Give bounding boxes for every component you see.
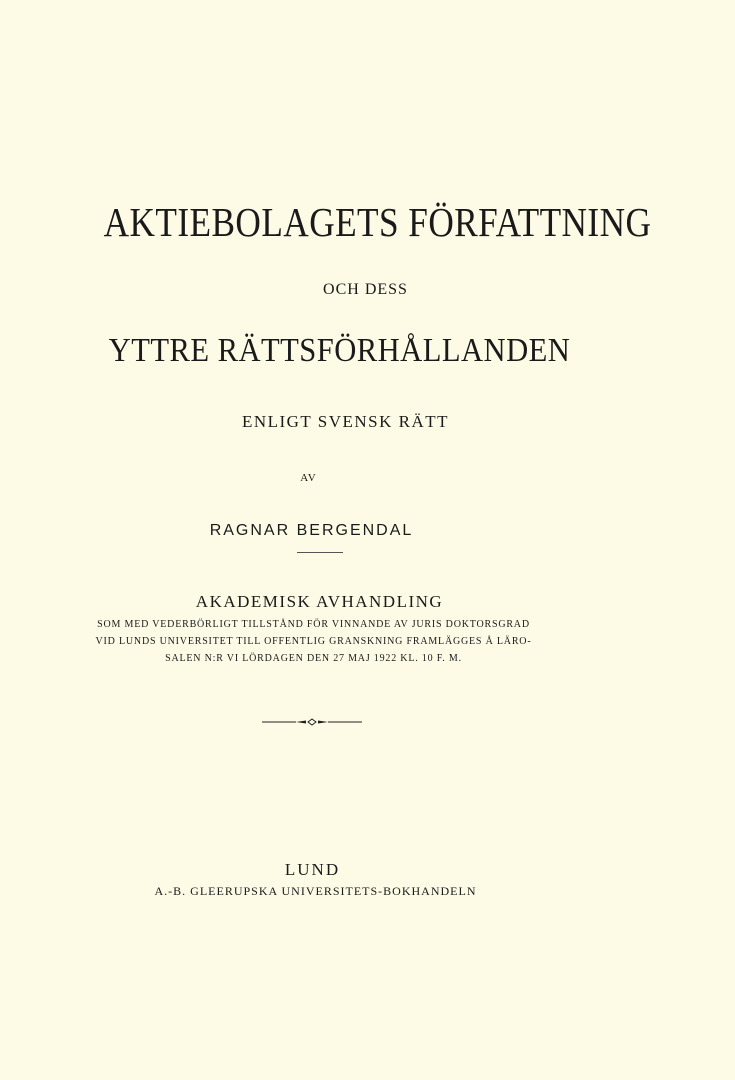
dissertation-heading: AKADEMISK AVHANDLING (195, 592, 444, 611)
ornament-divider-icon (262, 716, 362, 728)
sub-title: YTTRE RÄTTSFÖRHÅLLANDEN (108, 332, 571, 369)
dissertation-line: VID LUNDS UNIVERSITET TILL OFFENTLIG GRANSKNING FRAMLÄGGES Å LÄRO- (95, 636, 532, 647)
main-title: AKTIEBOLAGETS FÖRFATTNING (103, 199, 652, 245)
dissertation-line: SOM MED VEDERBÖRLIGT TILLSTÅND FÖR VINNANDE AV JURIS DOKTORSGRAD (97, 619, 530, 630)
by-text: AV (300, 472, 317, 484)
divider-rule (297, 552, 343, 553)
dissertation-line: SALEN N:R VI LÖRDAGEN DEN 27 MAJ 1922 KL. 10 F. M. (165, 653, 462, 664)
imprint-place: LUND (284, 860, 341, 879)
author-name: RAGNAR BERGENDAL (209, 522, 414, 539)
qualifier-text: ENLIGT SVENSK RÄTT (241, 412, 450, 431)
imprint-publisher: A.-B. GLEERUPSKA UNIVERSITETS-BOKHANDELN (154, 884, 477, 898)
connector-text: OCH DESS (323, 281, 408, 298)
